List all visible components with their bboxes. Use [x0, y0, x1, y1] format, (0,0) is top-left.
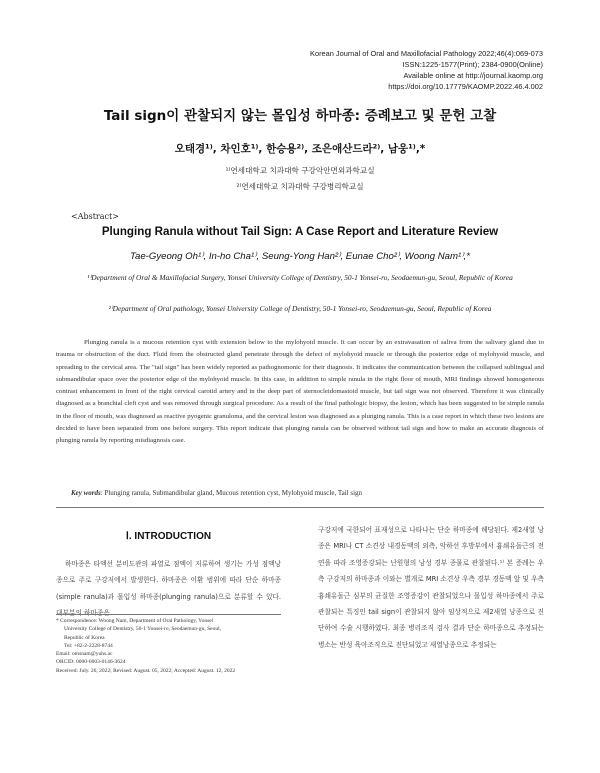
footnote-orcid: ORCID: 0000-0003-0146-3624 — [56, 659, 126, 666]
journal-doi: https://doi.org/10.17779/KAOMP.2022.46.4.002 — [388, 82, 543, 91]
journal-issn: ISSN:1225-1577(Print); 2384-0900(Online) — [402, 60, 543, 69]
korean-title: Tail sign이 관찰되지 않는 몰입성 하마종: 증례보고 및 문헌 고찰 — [103, 108, 497, 124]
journal-citation: Korean Journal of Oral and Maxillofacial Pathology 2022;46(4):069-073 — [310, 49, 543, 58]
footnote-line: Tel: +82-2-2228-8744 — [64, 642, 113, 649]
english-authors: Tae-Gyeong Oh¹⁾, In-ho Cha¹⁾, Seung-Yong Han²⁾, Eunae Cho²⁾, Woong Nam¹⁾,* — [130, 251, 470, 262]
abstract-body: Plunging ranula is a mucous retention cyst with extension below to the mylohyoid muscle. It can occur by an extravasation of saliva from the salivary gland due to trauma or obstruction of the duct. Fluid from the obstructed gland penetrate through the defect of mylohyoid muscle or through the posterior edge of mylohyoid muscle, and spreading to the cervical area. The "tail sign" has been widely reported as pathognomonic for their diagnosis. It indicates the communication between the collapsed sublingual and submandibular space over the posterior edge of the mylohyoid muscle. In this case, in addition to simple ranula in the right floor of mouth, MRI findings showed homogeneous contrast enhancement in front of the right cervical carotid artery and in the deep part of sternocleidomastoid muscle, but tail sign was not observed. Therefore it was clinically diagnosed as a branchial cleft cyst and was removed through surgical procedure. As a result of the final pathologic biopsy, the lesion, which has been suggested to be simple ranula in the floor of mouth, was diagnosed as reactive pyogenic granuloma, and the cervical lesion was diagnosed as a plunging ranula. This is a case report in which these two lesions are decided to have been separated from one before surgery. This report indicate that plunging ranula can be observed without tail sign and how to make an accurate diagnosis of plunging ranula by reporting misdiagnosis case. — [56, 339, 544, 445]
english-title: Plunging Ranula without Tail Sign: A Case Report and Literature Review — [101, 225, 499, 238]
introduction-right-column: 구강저에 국한되어 표재성으로 나타나는 단순 하마종에 해당된다. 제2새열 낭종은 MRI나 CT 소견상 내경동맥의 외측, 악하선 후방부에서 흉쇄유돌근의 전연을 따라 조영증강되는 난원형의 낭성 경부 종물로 관찰된다.¹⁾ 본 증례는 우측 구강저의 하마종과 이와는 별개로 MRI 소견상 우측 경부 경동맥 앞 및 우측 흉쇄유돌근 심부의 균질한 조영증강이 관찰되었으나 몰입성 하마종에서 주로 관찰되는 특징인 tail sign이 관찰되지 않아 임상적으로 제2새열 낭종으로 진단하여 수술 시행하였다. 최종 병리조직 검사 결과 단순 하마종으로 추정되는 병소는 반성 육아조직으로 진단되었고 새열낭종으로 추정되는 — [318, 526, 544, 649]
journal-url: Available online at http://journal.kaomp.org — [403, 71, 543, 80]
abstract-divider — [56, 507, 544, 508]
footnote-email: Email: omsnam@yuhs.ac — [56, 651, 113, 658]
footnote-divider — [56, 614, 281, 615]
footnote-dates: Received: July. 26, 2022; Revised: August. 05, 2022; Accepted: August. 12, 2022 — [56, 667, 236, 674]
korean-affiliation-2: ²⁾연세대학교 치과대학 구강병리학교실 — [236, 182, 364, 191]
keywords-text: : Plunging ranula, Submandibular gland, Mucous retention cyst, Mylohyoid muscle, Tail sign — [100, 489, 363, 497]
english-affiliation-2: ²⁾Department of Oral pathology, Yonsei University College of Dentistry, 50-1 Yonsei-ro, Seodaemun-gu, Seoul, Republic of Korea — [108, 304, 492, 313]
introduction-heading: Ⅰ. INTRODUCTION — [125, 531, 212, 542]
journal-info — [310, 48, 543, 92]
footnote-line: Republic of Korea — [64, 634, 105, 641]
footnote-line: * Correspondence: Woong Nam, Department of Oral Pathology, Yonsei — [56, 618, 214, 624]
correspondence-footnote — [56, 617, 281, 675]
korean-authors: 오태경¹⁾, 차인호¹⁾, 한승용²⁾, 조은애산드라²⁾, 남웅¹⁾,* — [174, 143, 426, 155]
english-affiliation-1: ¹⁾Department of Oral & Maxillofacial Surgery, Yonsei University College of Dentistry, 50-1 Yonsei-ro, Seodaemun-gu, Seoul, Republic of Korea — [87, 273, 513, 282]
keywords-label: Key words — [71, 489, 101, 497]
introduction-left-column: 하마종은 타액선 분비도관의 파열로 점액이 저류하여 생기는 가성 점액낭종으로 주로 구강저에서 발생한다. 하마종은 이환 범위에 따라 단순 하마종(simple ranula)과 몰입성 하마종(plunging ranula)으로 분류할 수 있다. 대부분의 하마종은 — [56, 560, 281, 618]
korean-affiliation-1: ¹⁾연세대학교 치과대학 구강악안면외과학교실 — [225, 166, 375, 175]
footnote-line: University College of Dentistry, 50-1 Yonsei-ro, Seodaemun-gu, Seoul, — [64, 626, 221, 633]
abstract-label: <Abstract> — [71, 212, 119, 221]
keywords — [71, 489, 541, 497]
